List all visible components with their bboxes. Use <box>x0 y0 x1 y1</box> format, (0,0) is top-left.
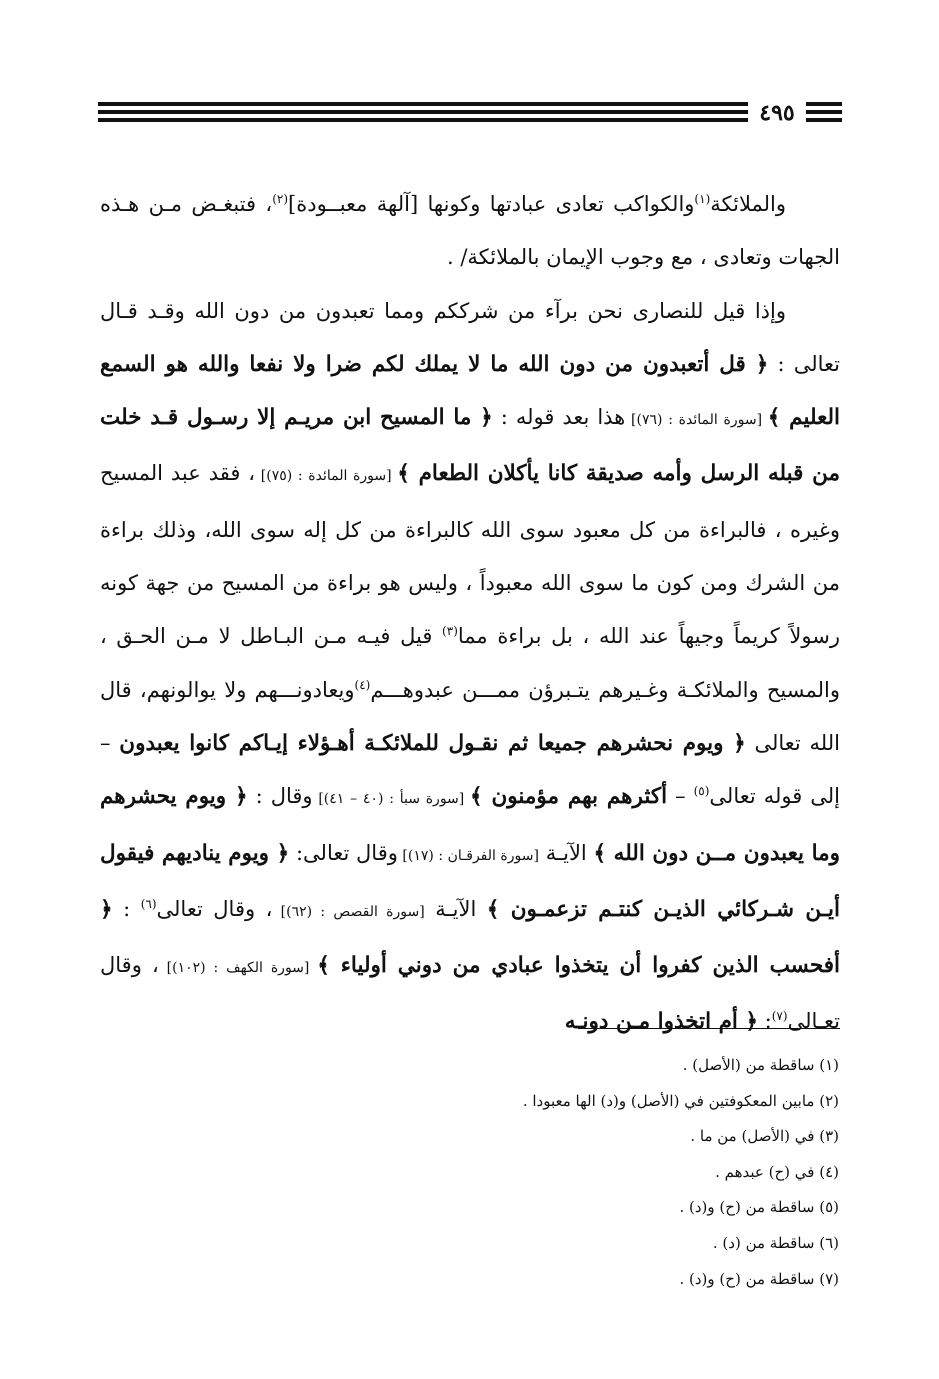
header-rule <box>98 118 748 122</box>
footnote-marker: (٥) <box>693 784 710 799</box>
header-rule-short <box>806 110 842 114</box>
footnotes <box>99 1048 839 1297</box>
paragraph <box>100 178 840 285</box>
footnote-marker: (٧) <box>771 1009 788 1024</box>
footnote: (١) ساقطة من (الأصل) . <box>682 1056 839 1074</box>
text-run: ، فقد عبد المسيح وغيره ، فالبراءة من كل معبود سوى الله كالبراءة من كل إله سوى الله، وذلك براءة من الشرك ومن كون ما سوى الله معبوداً ، وليس هو براءة من المسيح من جهة كونه رسولاً كريماً وجيهاً عند الله ، بل براءة مما <box>100 461 840 649</box>
footnote-separator <box>578 1028 840 1029</box>
paragraph <box>100 285 840 1049</box>
quran-quote: ﴿ ويوم يحشرهم وما يعبدون مــن دون الله ﴾ <box>100 784 841 866</box>
text-run: – <box>667 784 694 809</box>
page-number: ٤٩٥ <box>759 100 795 126</box>
footnote: (٣) في (الأصل) من ما . <box>690 1127 839 1146</box>
text-run: والملائكة <box>710 192 786 216</box>
footnote-marker: (١) <box>694 192 711 206</box>
quran-quote: أكثرهم بهم مؤمنون ﴾ <box>470 784 668 810</box>
footnote: (٧) ساقطة من (ح) و(د) . <box>679 1269 839 1288</box>
page-header <box>98 98 842 128</box>
text-run: – إلى قوله تعالى <box>100 730 841 809</box>
text-run: قيل فيـه مـن البـاطل لا مـن الحـق ، والمسيح والملائكـة وغـيرهم يتـبرؤن ممـــن عبدوهـــم <box>100 624 840 702</box>
footnote-marker: (٦) <box>140 896 157 911</box>
footnote-marker: (٢) <box>272 192 289 206</box>
text-run: : <box>112 896 141 921</box>
surah-reference: [سورة الفرقـان : (١٧)] <box>397 847 539 864</box>
text-run: وقال تعالى: <box>289 840 398 865</box>
quran-quote: ﴿ أفحسب الذين كفروا أن يتخذوا عبادي من دوني أولياء ﴾ <box>100 896 840 979</box>
surah-reference: [سورة الكهف : (١٠٢)] <box>158 960 318 977</box>
footnote: (٦) ساقطة من (د) . <box>712 1233 839 1252</box>
text-run: هذا بعد قوله : <box>492 405 626 430</box>
quran-quote: ﴿ ويوم نحشرهم جميعا ثم نقـول للملائكـة أهـؤلاء إيـاكم كانوا يعبدون <box>119 730 746 756</box>
header-rule-short <box>806 118 842 122</box>
quran-quote: ﴿ أم اتخذوا مـن دونـه <box>564 1009 758 1035</box>
text-run: وإذا قيل للنصارى نحن برآء من شرككم ومما تعبدون من دون الله وقـد قـال تعالى : <box>100 298 841 376</box>
surah-reference: [سورة المائدة : (٧٦)] <box>625 412 768 429</box>
text-run: والكواكب تعادى عبادتها وكونها [آلهة معبــودة] <box>288 192 695 216</box>
header-rule <box>98 102 748 106</box>
text-run: ويعادونـــهم ولا يوالونهم، قال الله تعالى <box>100 677 840 755</box>
quran-quote: ﴿ قل أتعبدون من دون الله ما لا يملك لكم ضرا ولا نفعا والله هو السمع العليم ﴾ <box>100 351 840 431</box>
footnote-marker: (٤) <box>354 677 371 692</box>
text-run: الآيـة <box>424 896 487 921</box>
header-rule <box>98 110 748 114</box>
quran-quote: ﴿ ويوم يناديهم فيقول أيـن شـركائي الذيـن كنتـم تزعمـون ﴾ <box>100 840 841 922</box>
text-run: ، وقال تعـالى <box>100 953 840 1034</box>
quran-quote: ﴿ ما المسيح ابن مريـم إلا رسـول قـد خلت من قبله الرسل وأمه صديقة كانا يأكلان الطعام ﴾ <box>100 405 840 487</box>
text-run: الآيـة <box>538 840 594 865</box>
text-run: : <box>757 1009 772 1034</box>
text-run: ، وقال تعالى <box>156 896 273 921</box>
footnote: (٤) في (ح) عبدهم . <box>715 1162 839 1181</box>
text-run: وقال : <box>247 784 313 809</box>
surah-reference: [سورة المائدة : (٧٥)] <box>255 468 398 485</box>
surah-reference: [سورة القصص : (٦٢)] <box>272 903 425 920</box>
main-text <box>100 178 840 1049</box>
footnote-marker: (٣) <box>442 624 458 639</box>
footnote: (٢) مابين المعكوفتين في (الأصل) و(د) الها معبودا . <box>522 1091 839 1110</box>
text-run: ، فتبغـض مـن هـذه الجهات وتعادى ، مع وجوب الإيمان بالملائكة/ . <box>100 192 840 270</box>
surah-reference: [سورة سبأ : (٤٠ – ٤١)] <box>312 791 471 808</box>
footnote: (٥) ساقطة من (ح) و(د) . <box>679 1198 839 1217</box>
header-rule-short <box>806 102 842 106</box>
